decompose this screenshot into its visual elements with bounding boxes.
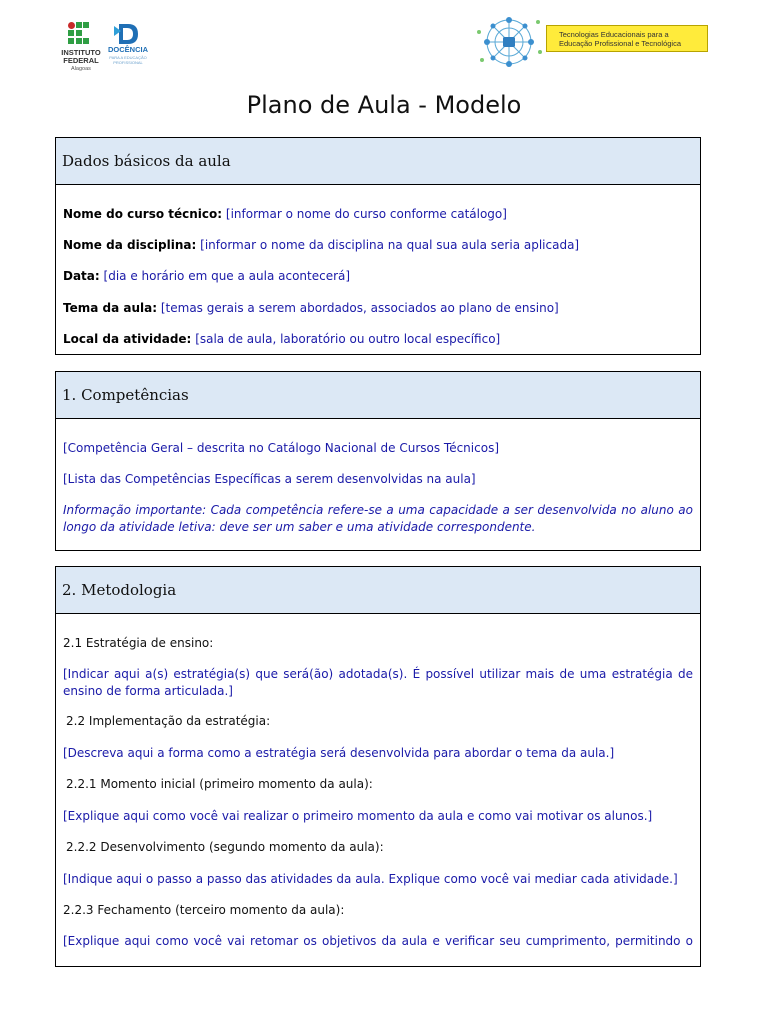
strategy-text: [Indicar aqui a(s) estratégia(s) que será(ão) adotada(s). É possível utilizar mais de uma estratégia de ensino de forma articulada.]	[63, 667, 693, 698]
field-value: [dia e horário em que a aula acontecerá]	[103, 269, 351, 283]
field-discipline-name	[63, 237, 693, 254]
field-label: Data:	[63, 269, 100, 283]
initial-moment-label: 2.2.1 Momento inicial (primeiro momento da aula):	[66, 777, 373, 791]
field-value: [informar o nome da disciplina na qual sua aula seria aplicada]	[200, 238, 580, 252]
field-value: [temas gerais a serem abordados, associados ao plano de ensino]	[160, 301, 559, 315]
closing-label: 2.2.3 Fechamento (terceiro momento da aula):	[63, 903, 345, 917]
implementation-text: [Descreva aqui a forma como a estratégia será desenvolvida para abordar o tema da aula.]	[63, 746, 615, 760]
field-label: Local da atividade:	[63, 332, 192, 346]
metodologia-section	[55, 566, 701, 967]
competencias-especificas: [Lista das Competências Específicas a serem desenvolvidas na aula]	[63, 472, 476, 486]
page-header	[0, 0, 768, 90]
field-label: Nome da disciplina:	[63, 238, 197, 252]
metodologia-heading: 2. Metodologia	[56, 567, 700, 614]
strategy-label: 2.1 Estratégia de ensino:	[63, 636, 214, 650]
competencia-geral: [Competência Geral – descrita no Catálogo Nacional de Cursos Técnicos]	[63, 441, 499, 455]
header-banner: Tecnologias Educacionais para a Educação Profissional e Tecnológica	[546, 25, 708, 52]
field-course-name	[63, 206, 693, 223]
competencias-note: Informação importante: Cada competência refere-se a uma capacidade a ser desenvolvida no aluno ao longo da atividade letiva: deve ser um saber e uma atividade correspondente.	[63, 503, 693, 534]
initial-moment-text: [Explique aqui como você vai realizar o primeiro momento da aula e como vai motivar os alunos.]	[63, 809, 653, 823]
field-value: [informar o nome do curso conforme catálogo]	[225, 207, 507, 221]
field-label: Nome do curso técnico:	[63, 207, 223, 221]
development-label: 2.2.2 Desenvolvimento (segundo momento da aula):	[66, 840, 384, 854]
docencia-logo	[108, 22, 148, 72]
field-date	[63, 268, 693, 285]
docencia-logo-subtext: PARA A EDUCAÇÃO PROFISSIONAL	[109, 55, 147, 65]
if-logo-subtext: Alagoas	[71, 66, 91, 72]
basic-data-heading: Dados básicos da aula	[56, 138, 700, 185]
instituto-federal-logo	[58, 22, 104, 74]
field-lesson-theme	[63, 300, 693, 317]
development-text: [Indique aqui o passo a passo das atividades da aula. Explique como você vai mediar cada atividade.]	[63, 872, 678, 886]
network-illustration-icon	[472, 10, 547, 74]
implementation-label: 2.2 Implementação da estratégia:	[66, 714, 271, 728]
field-label: Tema da aula:	[63, 301, 158, 315]
docencia-logo-text: DOCÊNCIA	[108, 45, 149, 54]
field-value: [sala de aula, laboratório ou outro local específico]	[195, 332, 501, 346]
page-title: Plano de Aula - Modelo	[246, 91, 522, 119]
field-activity-location	[63, 331, 693, 348]
if-grid-icon	[68, 22, 90, 48]
competencias-section	[55, 371, 701, 551]
closing-text: [Explique aqui como você vai retomar os objetivos da aula e verificar seu cumprimento, permitindo o	[63, 934, 693, 948]
if-logo-text: INSTITUTO FEDERAL	[61, 48, 101, 65]
docencia-d-icon	[108, 22, 148, 46]
basic-data-section	[55, 137, 701, 355]
competencias-heading: 1. Competências	[56, 372, 700, 419]
